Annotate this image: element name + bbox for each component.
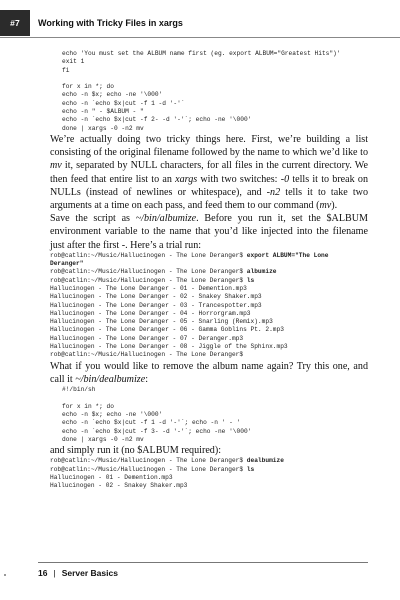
code-line bbox=[50, 326, 284, 333]
text-run: . Before you run it, set the $ALBUM environment variable to the name that you’d like injected into the filename just after the first -. Here’s a trial run: bbox=[50, 213, 368, 251]
text-run: echo -n `echo $x|cut -f 1 -d '-'`; echo -n ' - ' bbox=[62, 419, 241, 427]
text-run: rob@catlin:~/Music/Hallucinogen - The Lone Deranger$ bbox=[50, 276, 247, 284]
code-line bbox=[50, 293, 262, 300]
code-line bbox=[62, 100, 185, 107]
text-run: echo -n `echo $x|cut -f 3- -d '-'`; echo -ne '\000' bbox=[62, 427, 252, 435]
text-run: echo -n $x; echo -ne '\000' bbox=[62, 91, 163, 99]
code-line bbox=[62, 67, 69, 74]
text-run: echo -n `echo $x|cut -f 1 -d '-'` bbox=[62, 99, 185, 107]
italic-term: xargs bbox=[175, 173, 198, 185]
text-run: rob@catlin:~/Music/Hallucinogen - The Lone Deranger$ bbox=[50, 465, 247, 473]
italic-term: ~/bin/dealbumize bbox=[75, 373, 146, 385]
code-line bbox=[50, 351, 243, 358]
margin-mark bbox=[4, 574, 6, 576]
code-line bbox=[62, 386, 95, 393]
code-line bbox=[50, 302, 262, 309]
text-run: and simply run it (no $ALBUM required): bbox=[50, 445, 222, 457]
footer-divider bbox=[38, 562, 368, 563]
section-title: Server Basics bbox=[61, 568, 118, 578]
code-line bbox=[50, 277, 254, 284]
text-run: for x in *; do bbox=[62, 402, 114, 410]
text-run: We’re actually doing two tricky things here. First, we’re building a list consisting of the original filename followed by the name to which we’d like to bbox=[50, 133, 368, 159]
code-line bbox=[50, 474, 173, 481]
text-run: Hallucinogen - 01 - Demention.mp3 bbox=[50, 473, 173, 481]
footer-separator: | bbox=[53, 568, 56, 578]
text-run: Hallucinogen - The Lone Deranger - 03 - Trancespotter.mp3 bbox=[50, 301, 262, 309]
text-run: done | xargs -0 -n2 mv bbox=[62, 435, 144, 443]
page-number: 16 bbox=[38, 568, 48, 578]
italic-term: mv bbox=[319, 199, 332, 211]
text-run: echo -n " - $ALBUM - " bbox=[62, 108, 144, 116]
text-run: Hallucinogen - The Lone Deranger - 05 - Snarling (Remix).mp3 bbox=[50, 318, 273, 326]
code-line bbox=[50, 260, 83, 267]
text-run: rob@catlin:~/Music/Hallucinogen - The Lone Deranger$ bbox=[50, 268, 247, 276]
code-block-albumize-tail bbox=[50, 50, 368, 133]
code-line bbox=[50, 252, 329, 259]
running-header-title: Working with Tricky Files in xargs bbox=[38, 18, 183, 28]
code-line bbox=[62, 403, 114, 410]
typed-command: Deranger" bbox=[50, 260, 84, 268]
text-run: it, separated by NULL characters, for all files in the current directory. We then feed that entire list to an bbox=[50, 160, 368, 185]
typed-command: ls bbox=[246, 465, 255, 473]
text-run: echo -n $x; echo -ne '\000' bbox=[62, 410, 163, 418]
text-run: ). bbox=[331, 199, 338, 211]
code-line bbox=[62, 419, 240, 426]
italic-term: -n2 bbox=[266, 186, 281, 198]
code-line bbox=[62, 411, 162, 418]
text-run: tells it to take two arguments at a time on each pass, and feed them to our command ( bbox=[50, 186, 368, 211]
text-run: for x in *; do bbox=[62, 83, 114, 91]
text-run: #!/bin/sh bbox=[62, 386, 96, 394]
italic-term: mv bbox=[50, 160, 62, 172]
code-line bbox=[62, 50, 340, 57]
hack-number-tab: #7 bbox=[0, 10, 30, 36]
typed-command: albumize bbox=[246, 268, 277, 276]
italic-term: ~/bin/albumize bbox=[135, 213, 197, 225]
text-run: rob@catlin:~/Music/Hallucinogen - The Lone Deranger$ bbox=[50, 457, 247, 465]
text-run: rob@catlin:~/Music/Hallucinogen - The Lone Deranger$ bbox=[50, 251, 247, 259]
code-line bbox=[50, 310, 251, 317]
text-run: rob@catlin:~/Music/Hallucinogen - The Lone Deranger$ bbox=[50, 351, 244, 359]
paragraph-save-script bbox=[50, 212, 368, 252]
paragraph-run-it bbox=[50, 444, 368, 457]
text-run: Hallucinogen - The Lone Deranger - 08 - Jiggle of the Sphinx.mp3 bbox=[50, 343, 288, 351]
text-run: What if you would like to remove the album name again? Try this one, and call it bbox=[50, 360, 368, 385]
text-run: Hallucinogen - 02 - Snakey Shaker.mp3 bbox=[50, 482, 188, 490]
code-line bbox=[50, 482, 187, 489]
code-block-dealbumize-run bbox=[50, 457, 368, 490]
typed-command: ls bbox=[246, 276, 255, 284]
code-line bbox=[62, 108, 144, 115]
typed-command: dealbumize bbox=[246, 457, 284, 465]
text-run: done | xargs -0 -n2 mv bbox=[62, 124, 144, 132]
page-content bbox=[50, 50, 368, 491]
code-line bbox=[62, 58, 84, 65]
code-line bbox=[50, 343, 288, 350]
text-run: Hallucinogen - The Lone Deranger - 04 - Horrorgram.mp3 bbox=[50, 309, 251, 317]
code-line bbox=[62, 91, 162, 98]
text-run: with two switches: bbox=[197, 173, 281, 185]
text-run: Hallucinogen - The Lone Deranger - 07 - Deranger.mp3 bbox=[50, 334, 244, 342]
code-line bbox=[62, 428, 251, 435]
code-line bbox=[50, 285, 247, 292]
code-line bbox=[50, 457, 284, 464]
text-run: : bbox=[145, 373, 148, 385]
text-run: Hallucinogen - The Lone Deranger - 02 - Snakey Shaker.mp3 bbox=[50, 293, 262, 301]
code-line bbox=[50, 318, 273, 325]
text-run: fi bbox=[62, 66, 70, 74]
code-line bbox=[62, 83, 114, 90]
paragraph-remove-album bbox=[50, 360, 368, 386]
header-divider bbox=[0, 37, 400, 38]
code-line bbox=[62, 116, 251, 123]
text-run: echo -n `echo $x|cut -f 2- -d '-'`; echo -ne '\000' bbox=[62, 116, 252, 124]
code-line bbox=[50, 268, 277, 275]
text-run: Hallucinogen - The Lone Deranger - 06 - Gamma Goblins Pt. 2.mp3 bbox=[50, 326, 284, 334]
code-line bbox=[62, 436, 144, 443]
code-line bbox=[50, 335, 243, 342]
italic-term: -0 bbox=[280, 173, 290, 185]
typed-command: export ALBUM="The Lone bbox=[246, 251, 329, 259]
text-run: Hallucinogen - The Lone Deranger - 01 - Demention.mp3 bbox=[50, 284, 247, 292]
page-footer bbox=[38, 568, 118, 578]
code-line bbox=[50, 466, 254, 473]
code-block-dealbumize bbox=[50, 386, 368, 444]
paragraph-explanation bbox=[50, 133, 368, 212]
text-run: echo 'You must set the ALBUM name first (eg. export ALBUM="Greatest Hits")' bbox=[62, 50, 341, 57]
text-run: exit 1 bbox=[62, 58, 85, 66]
code-block-trial-run bbox=[50, 252, 368, 360]
code-line bbox=[62, 125, 144, 132]
text-run: tells it to break on NULLs (instead of newlines or whitespace), and bbox=[50, 173, 368, 198]
text-run: Save the script as bbox=[50, 213, 136, 225]
